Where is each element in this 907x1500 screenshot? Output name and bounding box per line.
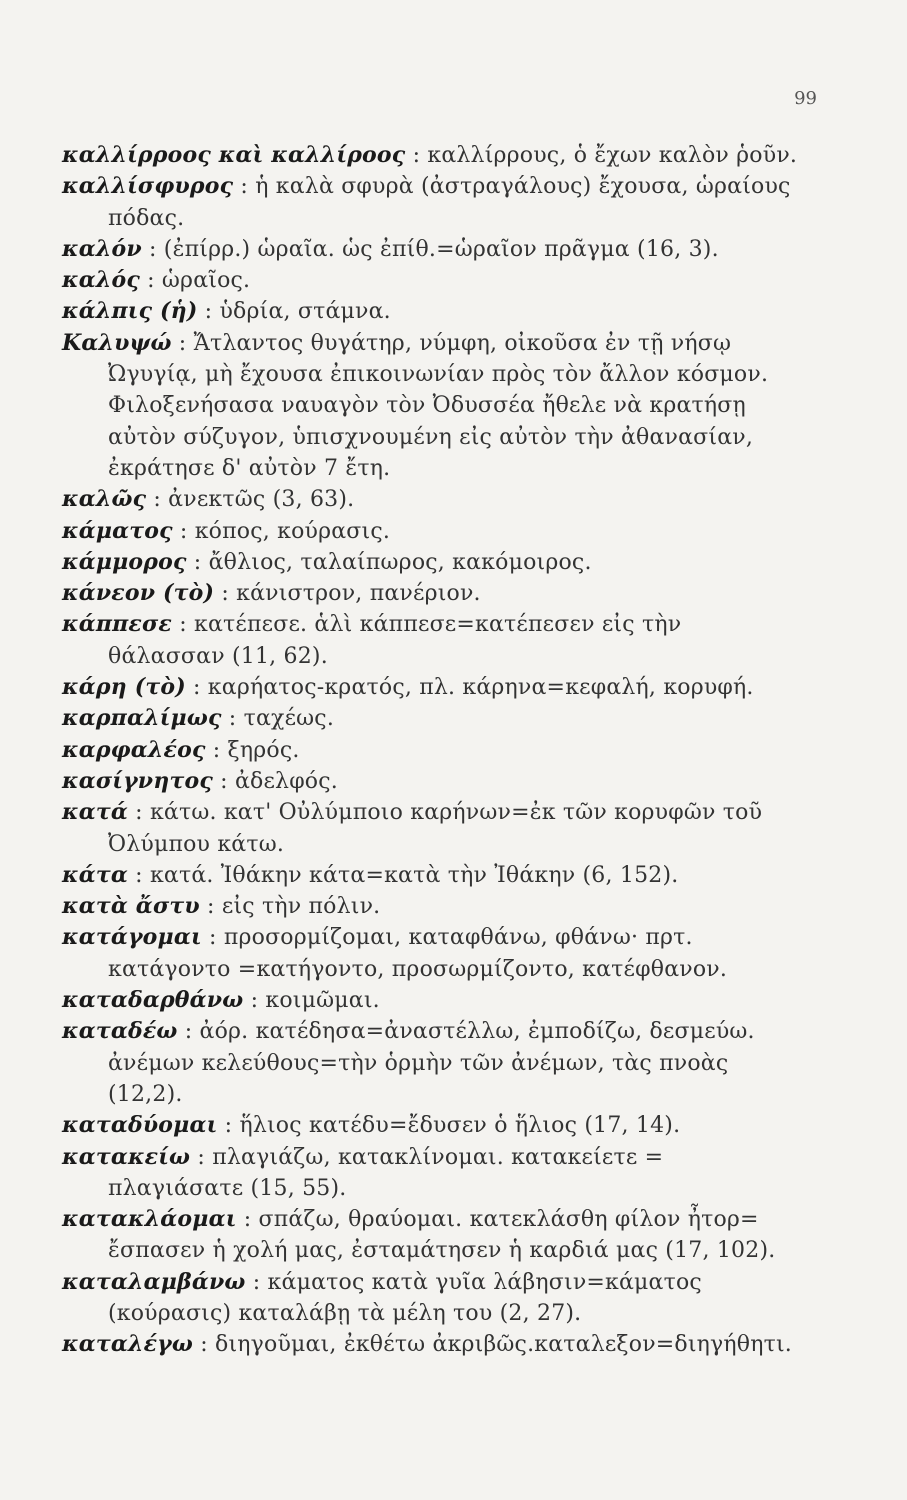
dictionary-entry xyxy=(62,922,802,985)
entry-definition: : ἄθλιος, ταλαίπωρος, κακόμοιρος. xyxy=(186,549,592,575)
dictionary-entry xyxy=(62,766,802,797)
entry-definition: : κόπος, κούρασις. xyxy=(172,518,391,544)
entry-definition: : ὑδρία, στάμνα. xyxy=(197,299,391,325)
dictionary-entry xyxy=(62,516,802,547)
entry-headword: Καλυψώ xyxy=(62,329,172,356)
dictionary-entry xyxy=(62,703,802,734)
dictionary-entry xyxy=(62,265,802,296)
entry-definition: : κάτω. κατ' Οὐλύμποιο καρήνων=ἐκ τῶν κορυφῶν τοῦ Ὀλύμπου κάτω. xyxy=(108,800,763,857)
entry-headword: καλός xyxy=(62,267,140,294)
entry-definition: : καλλίρρους, ὁ ἔχων καλὸν ῥοῦν. xyxy=(405,143,798,168)
entry-headword: κάππεσε xyxy=(62,611,172,638)
entry-definition: : ἀόρ. κατέδησα=ἀναστέλλω, ἐμποδίζω, δεσμεύω. ἀνέμων κελεύθους=τὴν ὁρμὴν τῶν ἀνέμων, τὰς πνοὰς (12,2). xyxy=(108,1019,755,1107)
dictionary-entry xyxy=(62,891,802,922)
entry-headword: κατὰ ἄστυ xyxy=(62,893,200,920)
entry-definition: : ταχέως. xyxy=(221,706,335,732)
dictionary-entry xyxy=(62,1204,802,1267)
entry-definition: : ἥλιος κατέδυ=ἔδυσεν ὁ ἥλιος (17, 14). xyxy=(217,1113,681,1139)
entry-headword: κάμμορος xyxy=(62,548,187,575)
entry-definition: : ἀνεκτῶς (3, 63). xyxy=(146,487,355,513)
dictionary-entry xyxy=(62,328,802,484)
entry-headword: κασίγνητος xyxy=(62,767,213,794)
entry-definition: : κάνιστρον, πανέριον. xyxy=(214,581,481,607)
dictionary-entry xyxy=(62,1329,802,1360)
entry-definition: : κοιμῶμαι. xyxy=(243,988,380,1014)
dictionary-entry xyxy=(62,1267,802,1330)
entry-headword: κατά xyxy=(62,799,128,826)
entry-headword: καρφαλέος xyxy=(62,736,206,763)
dictionary-entry xyxy=(62,860,802,891)
entry-definition: : πλαγιάζω, κατακλίνομαι. κατακείετε = πλαγιάσατε (15, 55). xyxy=(108,1144,664,1201)
dictionary-entry xyxy=(62,1110,802,1141)
entry-definition: : κατά. Ἰθάκην κάτα=κατὰ τὴν Ἰθάκην (6, 152). xyxy=(127,862,679,888)
entry-definition: : προσορμίζομαι, καταφθάνω, φθάνω· πρτ. κατάγοντο =κατήγοντο, προσωρμίζοντο, κατέφθανον. xyxy=(108,925,728,982)
entry-headword: καρπαλίμως xyxy=(62,705,222,732)
dictionary-entry xyxy=(62,985,802,1016)
entry-headword: κατακείω xyxy=(62,1143,191,1170)
entry-definition: : ἡ καλὰ σφυρὰ (ἀστραγάλους) ἔχουσα, ὡραίους πόδας. xyxy=(108,174,791,231)
entry-headword: κάρη (τὸ) xyxy=(62,674,186,701)
entry-headword: κατακλάομαι xyxy=(62,1206,237,1233)
dictionary-entry xyxy=(62,1142,802,1205)
entry-definition: : σπάζω, θραύομαι. κατεκλάσθη φίλον ἦτορ= ἔσπασεν ἡ χολή μας, ἐσταμάτησεν ἡ καρδιά μας (17, 102). xyxy=(108,1207,776,1264)
entry-definition: : (ἐπίρρ.) ὡραῖα. ὡς ἐπίθ.=ὡραῖον πρᾶγμα (16, 3). xyxy=(141,236,719,262)
dictionary-entry xyxy=(62,797,802,860)
dictionary-entry xyxy=(62,484,802,515)
entry-headword: καλλίρροος καὶ καλλίροος xyxy=(62,142,406,168)
dictionary-entry xyxy=(62,735,802,766)
entry-headword: καλῶς xyxy=(62,486,147,513)
dictionary-entry xyxy=(62,672,802,703)
entry-definition: : ξηρός. xyxy=(205,737,300,763)
entry-headword: κατάγομαι xyxy=(62,924,202,951)
entry-definition: : εἰς τὴν πόλιν. xyxy=(199,894,381,920)
entry-headword: κάλπις (ἡ) xyxy=(62,298,198,325)
entry-headword: καλόν xyxy=(62,235,142,262)
dictionary-entry xyxy=(62,140,802,171)
entry-headword: καταδύομαι xyxy=(62,1112,218,1139)
entry-definition: : κατέπεσε. ἁλὶ κάππεσε=κατέπεσεν εἰς τὴν θάλασσαν (11, 62). xyxy=(108,612,682,669)
entry-definition: : ὡραῖος. xyxy=(139,268,251,294)
entry-definition: : κάματος κατὰ γυῖα λάβησιν=κάματος (κούρασις) καταλάβῃ τὰ μέλη του (2, 27). xyxy=(108,1269,702,1326)
entry-definition: : Ἄτλαντος θυγάτηρ, νύμφη, οἰκοῦσα ἐν τῇ νήσῳ Ὠγυγίᾳ, μὴ ἔχουσα ἐπικοινωνίαν πρὸς τὸν ἄλλον κόσμον. Φιλοξενήσασα ναυαγὸν τὸν Ὀδυσσέα ἤθελε νὰ κρατήσῃ αὐτὸν σύζυγον, ὑπισχνουμένη εἰς αὐτὸν τὴν ἀθανασίαν, ἐκράτησε δ' αὐτὸν 7 ἔτη. xyxy=(108,330,769,481)
dictionary-entry xyxy=(62,234,802,265)
entry-headword: καταδαρθάνω xyxy=(62,987,244,1014)
entry-headword: καλλίσφυρος xyxy=(62,173,234,200)
page-number: 99 xyxy=(794,88,817,109)
entry-headword: κάτα xyxy=(62,861,128,888)
entry-headword: κάνεον (τὸ) xyxy=(62,580,215,607)
entry-list xyxy=(62,140,802,1361)
entry-definition: : διηγοῦμαι, ἐκθέτω ἀκριβῶς.καταλεξον=διηγήθητι. xyxy=(193,1332,792,1358)
dictionary-entry xyxy=(62,1016,802,1110)
dictionary-entry xyxy=(62,578,802,609)
entry-headword: καταδέω xyxy=(62,1018,178,1045)
entry-definition: : ἀδελφός. xyxy=(212,768,338,794)
dictionary-entry xyxy=(62,609,802,672)
entry-definition: : καρήατος-κρατός, πλ. κάρηνα=κεφαλή, κορυφή. xyxy=(185,675,754,701)
entry-headword: καταλέγω xyxy=(62,1331,194,1358)
dictionary-entry xyxy=(62,547,802,578)
dictionary-entry xyxy=(62,296,802,327)
entry-headword: κάματος xyxy=(62,517,173,544)
dictionary-entry xyxy=(62,171,802,234)
entry-headword: καταλαμβάνω xyxy=(62,1268,246,1295)
